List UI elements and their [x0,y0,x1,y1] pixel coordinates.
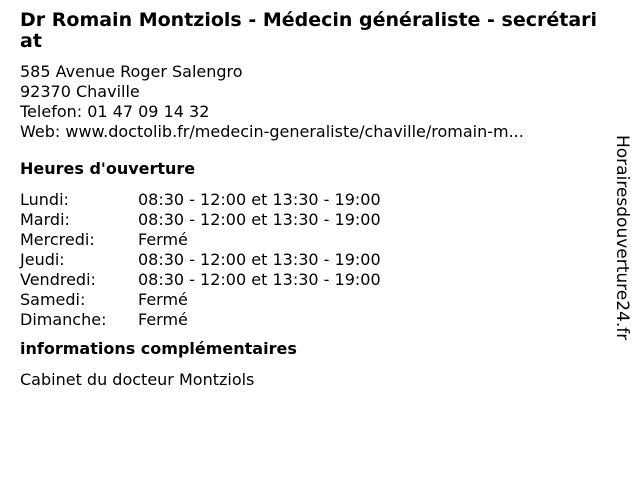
hours-value: 08:30 - 12:00 et 13:30 - 19:00 [138,190,381,209]
day-label: Jeudi: [20,250,65,269]
business-card [20,10,600,390]
street-address: 585 Avenue Roger Salengro [20,62,243,81]
phone-number: Telefon: 01 47 09 14 32 [20,102,210,121]
hours-value: 08:30 - 12:00 et 13:30 - 19:00 [138,250,381,269]
hours-row-wednesday [20,230,600,250]
opening-hours-heading: Heures d'ouverture [20,159,196,178]
address-block [20,62,600,142]
additional-info-heading: informations complémentaires [20,339,297,358]
page-title: Dr Romain Montziols - Médecin généraliste - secrétariat [20,9,598,52]
day-label: Samedi: [20,290,86,309]
day-label: Mercredi: [20,230,95,249]
brand-watermark: Horairesdouverture24.fr [612,135,632,341]
hours-row-monday [20,190,600,210]
hours-value: 08:30 - 12:00 et 13:30 - 19:00 [138,270,381,289]
hours-value: 08:30 - 12:00 et 13:30 - 19:00 [138,210,381,229]
hours-value: Fermé [138,290,188,309]
opening-hours-table [20,190,600,330]
hours-row-sunday [20,310,600,330]
day-label: Lundi: [20,190,69,209]
hours-row-friday [20,270,600,290]
day-label: Dimanche: [20,310,107,329]
website-link[interactable]: Web: www.doctolib.fr/medecin-generaliste/chaville/romain-m... [20,122,524,141]
additional-info-text: Cabinet du docteur Montziols [20,370,255,389]
hours-value: Fermé [138,310,188,329]
day-label: Vendredi: [20,270,96,289]
hours-row-thursday [20,250,600,270]
day-label: Mardi: [20,210,70,229]
hours-row-tuesday [20,210,600,230]
city-address: 92370 Chaville [20,82,140,101]
hours-value: Fermé [138,230,188,249]
hours-row-saturday [20,290,600,310]
